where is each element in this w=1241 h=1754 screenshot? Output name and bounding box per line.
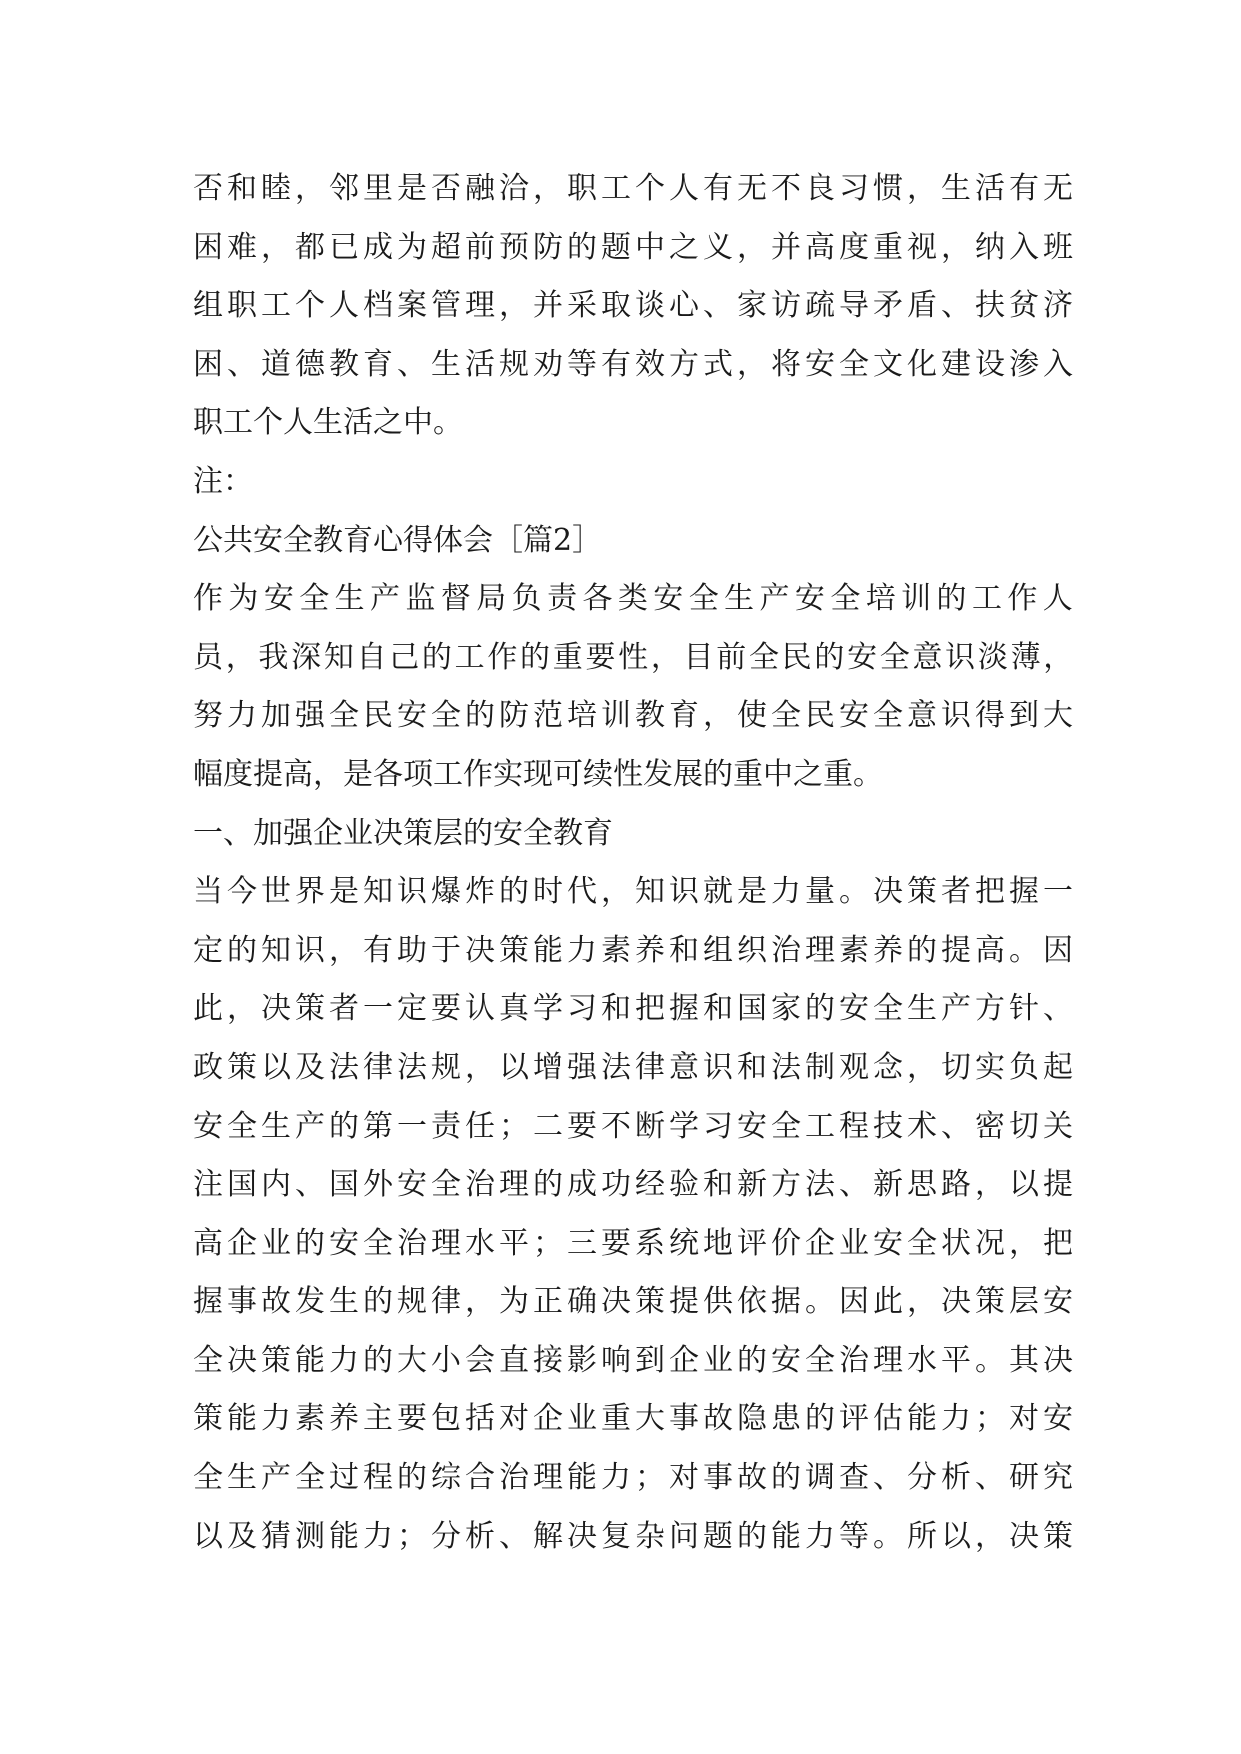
text-line: 全 决 策 能 力 的 大 小 会 直 接 影 响 到 企 业 的 安 全 治 理 水 平 。 其 决 bbox=[193, 1342, 1073, 1378]
text-line: 此 ， 决 策 者 一 定 要 认 真 学 习 和 把 握 和 国 家 的 安 全 生 产 方 针 、 bbox=[193, 991, 1073, 1027]
text-line: 作 为 安 全 生 产 监 督 局 负 责 各 类 安 全 生 产 安 全 培 训 的 工 作 人 bbox=[193, 581, 1073, 617]
document-body bbox=[193, 160, 1073, 1566]
text-line: 否 和 睦 ， 邻 里 是 否 融 洽 ， 职 工 个 人 有 无 不 良 习 惯 ， 生 活 有 无 bbox=[193, 171, 1073, 206]
text-line: 职工个人生活之中。 bbox=[193, 405, 463, 441]
text-line: 定 的 知 识 ， 有 助 于 决 策 能 力 素 养 和 组 织 治 理 素 养 的 提 高 。 因 bbox=[193, 932, 1073, 968]
section-title: 公共安全教育心得体会［篇2］ bbox=[193, 522, 603, 558]
note-label: 注： bbox=[193, 463, 253, 499]
text-line: 全 生 产 全 过 程 的 综 合 治 理 能 力 ； 对 事 故 的 调 查 、 分 析 、 研 究 bbox=[193, 1460, 1073, 1496]
subsection-heading: 一、加强企业决策层的安全教育 bbox=[193, 815, 613, 851]
text-line: 努 力 加 强 全 民 安 全 的 防 范 培 训 教 育 ， 使 全 民 安 全 意 识 得 到 大 bbox=[193, 698, 1073, 734]
text-line: 幅度提高，是各项工作实现可续性发展的重中之重。 bbox=[193, 756, 883, 792]
text-line: 困 难 ， 都 已 成 为 超 前 预 防 的 题 中 之 义 ， 并 高 度 重 视 ， 纳 入 班 bbox=[193, 229, 1073, 265]
text-line: 以 及 猜 测 能 力 ； 分 析 、 解 决 复 杂 问 题 的 能 力 等 。 所 以 ， 决 策 bbox=[193, 1518, 1073, 1554]
text-line: 握 事 故 发 生 的 规 律 ， 为 正 确 决 策 提 供 依 据 。 因 此 ， 决 策 层 安 bbox=[193, 1284, 1073, 1320]
text-line: 策 能 力 素 养 主 要 包 括 对 企 业 重 大 事 故 隐 患 的 评 估 能 力 ； 对 安 bbox=[193, 1401, 1073, 1437]
text-line: 组 职 工 个 人 档 案 管 理 ， 并 采 取 谈 心 、 家 访 疏 导 矛 盾 、 扶 贫 济 bbox=[193, 288, 1073, 324]
text-line: 政 策 以 及 法 律 法 规 ， 以 增 强 法 律 意 识 和 法 制 观 念 ， 切 实 负 起 bbox=[193, 1049, 1073, 1085]
text-line: 员 ， 我 深 知 自 己 的 工 作 的 重 要 性 ， 目 前 全 民 的 安 全 意 识 淡 薄 ， bbox=[193, 639, 1073, 675]
text-line: 注 国 内 、 国 外 安 全 治 理 的 成 功 经 验 和 新 方 法 、 新 思 路 ， 以 提 bbox=[193, 1167, 1073, 1203]
text-line: 困 、 道 德 教 育 、 生 活 规 劝 等 有 效 方 式 ， 将 安 全 文 化 建 设 渗 入 bbox=[193, 346, 1073, 382]
text-line: 安 全 生 产 的 第 一 责 任 ； 二 要 不 断 学 习 安 全 工 程 技 术 、 密 切 关 bbox=[193, 1108, 1073, 1144]
text-line: 高 企 业 的 安 全 治 理 水 平 ； 三 要 系 统 地 评 价 企 业 安 全 状 况 ， 把 bbox=[193, 1225, 1073, 1261]
text-line: 当 今 世 界 是 知 识 爆 炸 的 时 代 ， 知 识 就 是 力 量 。 决 策 者 把 握 一 bbox=[193, 874, 1073, 910]
